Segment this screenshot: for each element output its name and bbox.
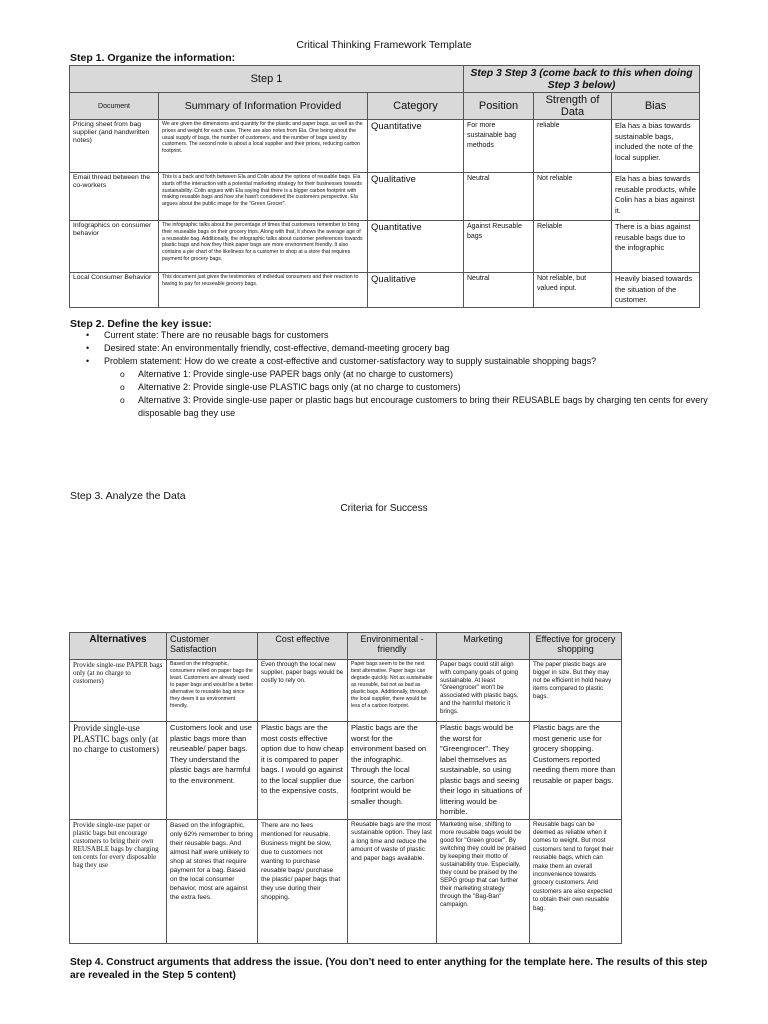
environment-cell: Paper bags seem to be the next best alternative. Paper bags can degrade quickly. Not as sustainable as reusable, but not as bad as plastic bags. Additionally, through the local supplier, there would be less of a carbon footprint. bbox=[348, 660, 437, 722]
position-cell: Neutral bbox=[464, 273, 534, 308]
marketing-cell: Plastic bags would be the worst for "Greengrocer". They label themselves as sustainable, so using plastic bags and seeing their logo in situations of littering would be horrible. bbox=[437, 722, 530, 820]
alternative-3: o Alternative 3: Provide single-use paper or plastic bags but encourage customers to bring their REUSABLE bags by charging ten cents for every disposable bag they use bbox=[88, 394, 708, 420]
alternative-cell: Provide single-use PLASTIC bags only (at no charge to customers) bbox=[70, 722, 167, 820]
table-row bbox=[70, 173, 700, 221]
category-cell: Qualitative bbox=[368, 173, 464, 221]
effective-cell: Plastic bags are the most generic use for grocery shopping. Customers reported needing them more than reusable or paper bags. bbox=[530, 722, 622, 820]
strength-cell: Not reliable, but valued input. bbox=[534, 273, 612, 308]
bias-cell: Ela has a bias towards reusable products, while Colin has a bias against it. bbox=[612, 173, 700, 221]
summary-cell: We are given the dimensions and quantity for the plastic and paper bags, as well as the prices and weight for each case. There are also notes from Ela. One being about the usual supply of bags, the number of customers, and the number of bags used by customers. The second note is about a local supplier and their prices, reducing carbon footprint. bbox=[159, 120, 368, 173]
col-cost: Cost effective bbox=[258, 633, 348, 660]
col-satisfaction: Customer Satisfaction bbox=[167, 633, 258, 660]
criteria-title: Criteria for Success bbox=[340, 503, 428, 514]
category-cell: Qualitative bbox=[368, 273, 464, 308]
satisfaction-cell: Based on the infographic, consumers relied on paper bags the least. Customers are already used to paper bags and would be a better alternative to reusable bag since they deem it as environment friendly. bbox=[167, 660, 258, 722]
table-row bbox=[70, 660, 622, 722]
table-row bbox=[70, 273, 700, 308]
col-environment: Environmental - friendly bbox=[348, 633, 437, 660]
table-row bbox=[70, 722, 622, 820]
alternative-2: o Alternative 2: Provide single-use PLASTIC bags only (at no charge to customers) bbox=[88, 381, 708, 394]
bias-cell: Heavily biased towards the situation of the customer. bbox=[612, 273, 700, 308]
summary-cell: This is a back and forth between Ela and Colin about the options of reusable bags. Ela starts off the interaction with a potential marketing strategy for their businesses towards sustainability. Colin argues with Ela saying that there is a bigger carbon footprint with making reusable bags and how she hasn't considered the customers perspective. Ela argues about the public image for the "Green Grocer". bbox=[159, 173, 368, 221]
col-position: Position bbox=[464, 93, 534, 120]
col-strength: Strength of Data bbox=[534, 93, 612, 120]
effective-cell: The paper plastic bags are bigger in size. But they may not be efficient in hold heavy items compared to plastic bags. bbox=[530, 660, 622, 722]
cost-cell: Plastic bags are the most costs effective option due to how cheap it is compared to paper bags. I would go against to the local supplier due to the expensive costs. bbox=[258, 722, 348, 820]
step1-heading: Step 1. Organize the information: bbox=[70, 52, 236, 64]
environment-cell: Plastic bags are the worst for the environment based on the infographic. Through the local source, the carbon footprint would be smaller though. bbox=[348, 722, 437, 820]
document-cell: Infographics on consumer behavior bbox=[70, 221, 159, 273]
step1-header: Step 1 bbox=[70, 66, 464, 93]
document-cell: Pricing sheet from bag supplier (and handwritten notes) bbox=[70, 120, 159, 173]
satisfaction-cell: Based on the infographic, only 62% remember to bring their reusable bags. And almost half were unlikely to shop at stores that require payment for a bag. Based on the local consumer behavior, most are against the extra fees. bbox=[167, 819, 258, 943]
col-category: Category bbox=[368, 93, 464, 120]
document-cell: Local Consumer Behavior bbox=[70, 273, 159, 308]
step2-heading: Step 2. Define the key issue: bbox=[70, 318, 212, 330]
marketing-cell: Paper bags could still align with company goals of going sustainable. At least "Greengrocer" won't be associated with plastic bags, and the harmful rhetoric it brings. bbox=[437, 660, 530, 722]
strength-cell: Reliable bbox=[534, 221, 612, 273]
col-effective: Effective for grocery shopping bbox=[530, 633, 622, 660]
position-cell: For more sustainable bag methods bbox=[464, 120, 534, 173]
table-row bbox=[70, 120, 700, 173]
satisfaction-cell: Customers look and use plastic bags more than reuseable/ paper bags. They understand the plastic bags are harmful to the environment. bbox=[167, 722, 258, 820]
category-cell: Quantitative bbox=[368, 221, 464, 273]
strength-cell: reliable bbox=[534, 120, 612, 173]
effective-cell: Reusable bags can be deemed as reliable when it comes to weight. But most customers tend to forget their reusable bags, which can make them an overall inconvenience towards grocery customers. And customers are also expected to obtain their own reusable bag. bbox=[530, 819, 622, 943]
cost-cell: Even through the local new supplier, paper bags would be costly to rely on. bbox=[258, 660, 348, 722]
marketing-cell: Marketing wise, shifting to more reusable bags would be good for "Green grocer". By switching they could be praised by keeping their motto of sustainability true. Especially, they could be praised by the SEPG group that can further their marketing strategy through the "Bag-Ban" campaign. bbox=[437, 819, 530, 943]
page-title: Critical Thinking Framework Template bbox=[296, 39, 472, 51]
bias-cell: There is a bias against reusable bags due to the infographic bbox=[612, 221, 700, 273]
problem-statement: • Problem statement: How do we create a cost-effective and customer-satisfactory way to supply sustainable shopping bags? bbox=[88, 355, 708, 368]
summary-cell: This document just gives the testimonies of individual consumers and their reaction to having to pay for reuseable grocery bags. bbox=[159, 273, 368, 308]
desired-state: • Desired state: An environmentally friendly, cost-effective, demand-meeting grocery bag bbox=[88, 342, 708, 355]
col-alternatives: Alternatives bbox=[70, 633, 167, 660]
alternative-cell: Provide single-use paper or plastic bags but encourage customers to bring their own REUSABLE bags by charging ten cents for every disposable bag they use bbox=[70, 819, 167, 943]
environment-cell: Reusable bags are the most sustainable option. They last a long time and reduce the amount of waste of plastic and paper bags available. bbox=[348, 819, 437, 943]
key-issue-list bbox=[88, 329, 708, 420]
col-summary: Summary of Information Provided bbox=[159, 93, 368, 120]
criteria-table bbox=[69, 632, 622, 944]
information-table bbox=[69, 65, 700, 308]
step4-heading: Step 4. Construct arguments that address the issue. (You don't need to enter anything for the template here. The results of this step are revealed in the Step 5 content) bbox=[70, 957, 708, 981]
col-document: Document bbox=[70, 93, 159, 120]
strength-cell: Not reliable bbox=[534, 173, 612, 221]
category-cell: Quantitative bbox=[368, 120, 464, 173]
summary-cell: The infographic talks about the percentage of times that customers remember to bring their reuseable bags on their grocery trips. Along with that, it shows the average age of a reuseable bag. Additionally, the infographic talks about customer preferences towards plastic bags and how they think paper bags are more environment friendly. It also contains a pie chart of the likeliness for a customer to shop at a store that requires payment for grocery bags. bbox=[159, 221, 368, 273]
bias-cell: Ela has a bias towards sustainable bags, included the note of the local supplier. bbox=[612, 120, 700, 173]
step3-header: Step 3 Step 3 (come back to this when doing Step 3 below) bbox=[464, 66, 700, 93]
current-state: • Current state: There are no reusable bags for customers bbox=[88, 329, 708, 342]
cost-cell: There are no fees mentioned for reusable. Business might be slow, due to customers not wanting to purchase reusable bags/ purchase the plastic/ paper bags that they use during their shopping. bbox=[258, 819, 348, 943]
position-cell: Against Reusable bags bbox=[464, 221, 534, 273]
col-bias: Bias bbox=[612, 93, 700, 120]
step3-heading: Step 3. Analyze the Data bbox=[70, 490, 186, 502]
alternative-1: o Alternative 1: Provide single-use PAPER bags only (at no charge to customers) bbox=[88, 368, 708, 381]
alternative-cell: Provide single-use PAPER bags only (at no charge to customers) bbox=[70, 660, 167, 722]
table-row bbox=[70, 221, 700, 273]
col-marketing: Marketing bbox=[437, 633, 530, 660]
position-cell: Neutral bbox=[464, 173, 534, 221]
table-row bbox=[70, 819, 622, 943]
document-cell: Email thread between the co-workers bbox=[70, 173, 159, 221]
